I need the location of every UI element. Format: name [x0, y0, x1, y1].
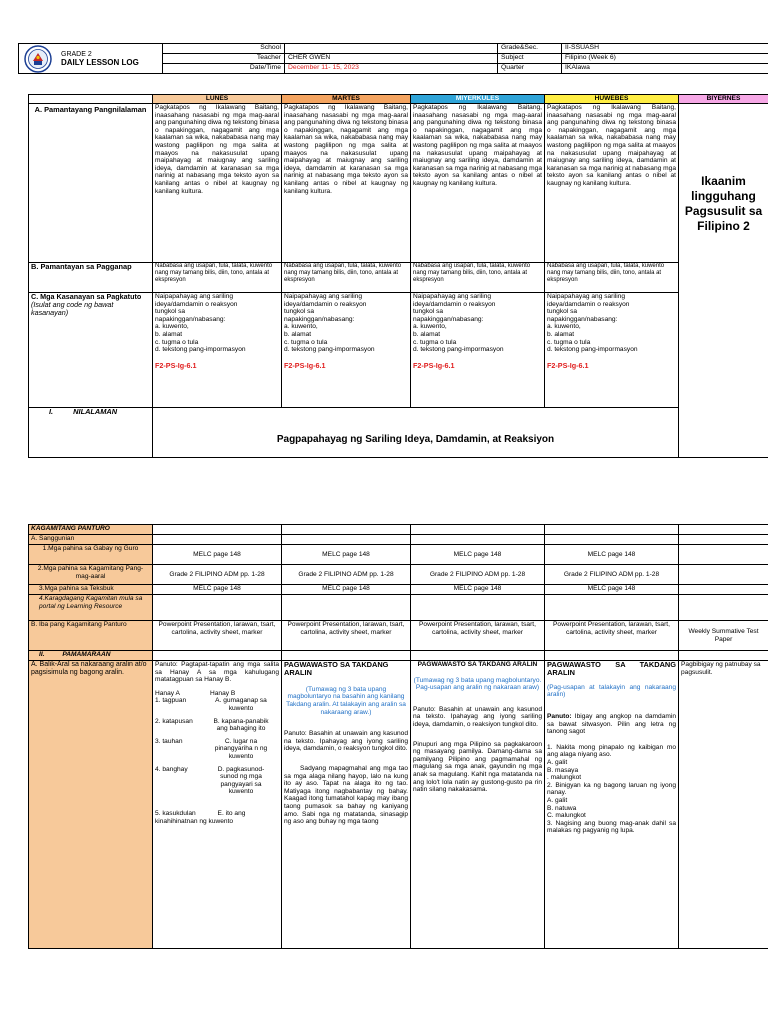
match-row: [155, 697, 279, 712]
kasanayan-line: a. kuwento,: [284, 323, 318, 331]
kasanayan-line: b. alamat: [413, 330, 441, 338]
date-label: Date/Time: [163, 64, 285, 74]
huwebes-pagganap-text: Nababasa ang usapan, tula, talata, kuwento nang may tamang bilis, diin, tono, antala at ekspresyon: [545, 263, 679, 293]
empty-cell: [153, 651, 282, 661]
empty-cell: [679, 595, 768, 621]
balik-aral-label: A. Balik-Aral sa nakaraang aralin at/o pagsisimula ng bagong aralin.: [29, 661, 153, 949]
miyerkules-pagganap-text: Nababasa ang usapan, tula, talata, kuwento nang may tamang bilis, diin, tono, antala at ekspresyon: [411, 263, 545, 293]
kasanayan-line: napakinggan/nabasang:: [547, 315, 618, 323]
huwebes-iba-pang-kagamitan: Powerpoint Presentation, larawan, tsart, cartolina, activity sheet, marker: [545, 621, 679, 651]
martes-iba-pang-kagamitan: Powerpoint Presentation, larawan, tsart, cartolina, activity sheet, marker: [282, 621, 411, 651]
miyerkules-story: Pinupuri ang mga Pilipino sa pagkakaroon ng masayang pamilya. Damang-dama sa pamilyang Pilipino ang pagmamahal ng magulang sa mga anak, gayundin ng mga anak sa magulang. Kahit nga matatanda na ang lolo't lola natin ay gustong-gusto pa rin natin silang nakakasama.: [413, 740, 542, 794]
kasanayan-line: Naipapahayag ang sariling: [413, 293, 492, 300]
grade-label: GRADE 2: [61, 50, 92, 58]
school-value: [285, 44, 498, 54]
day-martes: MARTES: [282, 95, 411, 104]
martes-pagwawasto-note: (Tumawag ng 3 bata upang magboluntaryo na basahin ang kanilang Takdang aralin. At talakayin ang aralin sa nakaraang araw.): [286, 685, 406, 716]
kagamitan-heading: KAGAMITANG PANTURO: [29, 525, 153, 535]
huwebes-item: B. masaya: [547, 766, 579, 774]
teksbuk-label: 3.Mga pahina sa Teksbuk: [29, 585, 153, 595]
school-label: School: [163, 44, 285, 54]
kasanayan-line: ideya/damdamin o reaksyon: [284, 300, 367, 308]
empty-cell: [411, 651, 545, 661]
lunes-pamantayang-text: Pagkatapos ng Ikalawang Baitang, inaasahang nasasabi ng mga mag-aaral ang pangunahing diwa ng tekstong binasa o napakinggan, nagagamit ang mga kaalaman sa wika, nakababasa nang may wastong paglilipon ng mga salita at maayos na nakasusulat upang maipahayag at maiugnay ang sariling ideya, damdamin at karanasan sa mga narinig at nabasang mga teksto ayon sa kanilang antas o nibel at kaugnay ng kanilang kultura.: [153, 104, 282, 263]
empty-cell: [153, 525, 282, 535]
subject-value: Filipino (Week 6): [562, 54, 768, 64]
match-a: 4. banghay: [155, 765, 188, 773]
gradesec-label: Grade&Sec.: [498, 44, 562, 54]
hanay-b-label: Hanay B: [210, 689, 236, 697]
empty-cell: [679, 535, 768, 545]
kasanayan-line: c. tugma o tula: [155, 338, 199, 346]
match-row: [155, 738, 279, 761]
empty-cell: [545, 535, 679, 545]
kasanayan-line: napakinggan/nabasang:: [155, 315, 226, 323]
huwebes-kagamitang-mag-aaral: Grade 2 FILIPINO ADM pp. 1-28: [545, 565, 679, 585]
empty-cell: [679, 651, 768, 661]
empty-cell: [282, 525, 411, 535]
miyerkules-pagwawasto-note: (Tumawag ng 3 bata upang magboluntaryo. Pag-usapan ang aralin ng nakaraan araw): [413, 676, 542, 692]
kasanayan-line: d. tekstong pang-impormasyon: [155, 346, 246, 354]
kasanayan-line: ideya/damdamin o reaksyon: [155, 300, 238, 308]
biyernes-iba-pang-kagamitan: Weekly Summative Test Paper: [679, 621, 768, 651]
day-biyernes: BIYERNES: [679, 95, 768, 104]
header-table: [18, 43, 768, 74]
kasanayan-line: Naipapahayag ang sariling: [284, 293, 363, 300]
miyerkules-pagwawasto-title: PAGWAWASTO SA TAKDANG ARALIN: [417, 661, 538, 668]
huwebes-item: B. natuwa: [547, 804, 577, 812]
kagamitang-mag-aaral-label: 2.Mga pahina sa Kagamitang Pang-mag-aaral: [29, 565, 153, 585]
huwebes-pagwawasto-title: PAGWAWASTO SA TAKDANG ARALIN: [547, 660, 676, 678]
miyerkules-kasanayan: [411, 293, 545, 408]
kasanayan-code: F2-PS-Ig-6.1: [547, 360, 589, 370]
huwebes-item: C. malungkot: [547, 812, 586, 820]
huwebes-teksbuk: MELC page 148: [545, 585, 679, 595]
martes-story: Sadyang mapagmahal ang mga tao sa mga alaga nilang hayop, lalo na kung ito ay aso. Tapat na alaga ito ng tao. Matiyaga itong nagbabantay ng bahay. Kaagad itong tumatahol kapag may ibang taong pumasok sa bahay ng kaniyang amo. Sabi nga ng matatanda, sinasagip ng aso ang buhay ng mga taong: [284, 764, 408, 826]
miyerkules-balik-aral: [411, 661, 545, 949]
match-b: B. kapana-panabik ang bahaging ito: [213, 717, 269, 733]
kasanayan-line: b. alamat: [155, 330, 183, 338]
kasanayan-label: C. Mga Kasanayan sa Pagkatuto: [31, 292, 142, 301]
miyerkules-iba-pang-kagamitan: Powerpoint Presentation, larawan, tsart, cartolina, activity sheet, marker: [411, 621, 545, 651]
kasanayan-line: a. kuwento,: [547, 323, 581, 331]
kasanayan-line: napakinggan/nabasang:: [284, 315, 355, 323]
huwebes-item: 3. Nagising ang buong mag-anak dahil sa malakas ng pagyanig ng lupa.: [547, 819, 676, 835]
kasanayan-line: tungkol sa: [547, 308, 578, 316]
lunes-iba-pang-kagamitan: Powerpoint Presentation, larawan, tsart, cartolina, activity sheet, marker: [153, 621, 282, 651]
pamamaraan-label: PAMAMARAAN: [62, 651, 111, 658]
biyernes-summative-test: Ikaanim lingguhang Pagsusulit sa Filipino 2: [679, 104, 768, 458]
empty-cell: [545, 595, 679, 621]
lunes-kasanayan: [153, 293, 282, 408]
kasanayan-line: b. alamat: [284, 330, 312, 338]
huwebes-item: 2. Binigyan ka ng bagong laruan ng iyong nanay.: [547, 781, 676, 797]
empty-cell: [282, 651, 411, 661]
nilalaman-num: I.: [49, 407, 54, 416]
lunes-teksbuk: MELC page 148: [153, 585, 282, 595]
lunes-kagamitang-mag-aaral: Grade 2 FILIPINO ADM pp. 1-28: [153, 565, 282, 585]
row-label-pamantayan-pagganap: B. Pamantayan sa Pagganap: [29, 263, 153, 293]
subject-label: Subject: [498, 54, 562, 64]
miyerkules-teksbuk: MELC page 148: [411, 585, 545, 595]
kasanayan-line: ideya/damdamin o reaksyon: [547, 300, 630, 308]
hanay-a-label: Hanay A: [155, 689, 180, 697]
gradesec-value: II-SSUASH: [562, 44, 768, 54]
martes-teksbuk: MELC page 148: [282, 585, 411, 595]
kasanayan-line: a. kuwento,: [413, 323, 447, 331]
martes-pagwawasto-title: PAGWAWASTO SA TAKDANG ARALIN: [284, 660, 389, 678]
martes-kagamitang-mag-aaral: Grade 2 FILIPINO ADM pp. 1-28: [282, 565, 411, 585]
miyerkules-kagamitang-mag-aaral: Grade 2 FILIPINO ADM pp. 1-28: [411, 565, 545, 585]
huwebes-item: . malungkot: [547, 774, 582, 782]
huwebes-gabay-guro: MELC page 148: [545, 545, 679, 565]
sanggunian-label: A. Sanggunian: [29, 535, 153, 545]
quarter-label: Quarter: [498, 64, 562, 74]
day-lunes: LUNES: [153, 95, 282, 104]
gabay-guro-label: 1.Mga pahina sa Gabay ng Guro: [29, 545, 153, 565]
huwebes-kasanayan: [545, 293, 679, 408]
kasanayan-line: c. tugma o tula: [413, 338, 457, 346]
huwebes-item: A. galit: [547, 796, 568, 804]
kasanayan-code: F2-PS-Ig-6.1: [155, 360, 197, 370]
nilalaman-topic: Pagpapahayag ng Sariling Ideya, Damdamin, at Reaksiyon: [153, 408, 679, 458]
pamamaraan-num: II.: [39, 651, 45, 658]
match-b: E. ito ang kinahihinatnan ng kuwento: [155, 809, 246, 825]
empty-cell: [679, 525, 768, 535]
empty-cell: [153, 535, 282, 545]
huwebes-pagwawasto-note: (Pag-usapan at talakayin ang nakaraang aralin): [547, 683, 676, 699]
match-a: 5. kasukdulan: [155, 809, 196, 817]
empty-cell: [282, 535, 411, 545]
kasanayan-line: Naipapahayag ang sariling: [155, 293, 234, 300]
row-label-pamantayang-pangnilalaman: A. Pamantayang Pangnilalaman: [29, 104, 153, 263]
nilalaman-label: NILALAMAN: [73, 407, 118, 416]
martes-gabay-guro: MELC page 148: [282, 545, 411, 565]
match-a: 1. tagpuan: [155, 697, 187, 705]
martes-panuto: Panuto: Basahin at unawain ang kasunod na teksto. Ipahayag ang iyong sariling ideya, damdamin, o reaksyon tungkol dito.: [284, 730, 408, 753]
kasanayan-line: tungkol sa: [155, 308, 186, 316]
miyerkules-pamantayang-text: Pagkatapos ng Ikalawang Baitang, inaasahang nasasabi ng mga mag-aaral ang pangunahing diwa ng tekstong binasa o napakinggan, nagagamit ang mga kaalaman sa wika, nakababasa nang may wastong paglilipon ng mga salita at maayos na nakasusulat upang maipahayag at maiugnay ang sariling ideya, damdamin at karanasan sa mga narinig at nabasang mga teksto ayon sa kanilang antas o nibel at kaugnay ng kanilang kultura.: [411, 104, 545, 263]
match-b: A. gumaganap sa kuwento: [215, 697, 267, 712]
kasanayan-line: b. alamat: [547, 330, 575, 338]
learning-resource-label: 4.Karagdagang Kagamitan mula sa portal ng Learning Resource: [29, 595, 153, 621]
empty-cell: [545, 651, 679, 661]
row-label-kasanayan: [29, 293, 153, 408]
match-row: [155, 810, 279, 825]
empty-cell: [411, 595, 545, 621]
empty-cell: [679, 565, 768, 585]
huwebes-pamantayang-text: Pagkatapos ng Ikalawang Baitang, inaasahang nasasabi ng mga mag-aaral ang pangunahing diwa ng tekstong binasa o napakinggan, nagagamit ang mga kaalaman sa wika, nakababasa nang may wastong paglilipon ng mga salita at maayos na nakasusulat upang maipahayag at maiugnay ang sariling ideya, damdamin at karanasan sa mga narinig at nabasang mga teksto ayon sa kanilang antas o nibel at kaugnay ng kanilang kultura.: [545, 104, 679, 263]
empty-cell: [411, 535, 545, 545]
match-a: 2. katapusan: [155, 717, 193, 725]
kasanayan-line: napakinggan/nabasang:: [413, 315, 484, 323]
day-miyerkules: MIYERKULES: [411, 95, 545, 104]
lunes-balik-aral: [153, 661, 282, 949]
kasanayan-line: d. tekstong pang-impormasyon: [413, 346, 504, 354]
kasanayan-note: (Isulat ang code ng bawat kasanayan): [31, 300, 114, 318]
row-label-nilalaman: [29, 408, 153, 458]
kasanayan-line: tungkol sa: [284, 308, 315, 316]
date-value: December 11- 15, 2023: [285, 64, 498, 74]
martes-kasanayan: [282, 293, 411, 408]
corner-cell: [29, 95, 153, 104]
pamamaraan-heading: [29, 651, 153, 661]
kasanayan-line: Naipapahayag ang sariling: [547, 293, 626, 300]
kasanayan-line: d. tekstong pang-impormasyon: [284, 346, 375, 354]
biyernes-balik-aral: Pagbibigay ng patnubay sa pagsusulit.: [679, 661, 768, 949]
martes-balik-aral: [282, 661, 411, 949]
day-huwebes: HUWEBES: [545, 95, 679, 104]
match-row: [155, 718, 279, 733]
teacher-value: CHER GWEN: [285, 54, 498, 64]
kasanayan-line: c. tugma o tula: [284, 338, 328, 346]
lunes-panuto: Panuto: Pagtapat-tapatin ang mga salita sa Hanay A sa mga kahulugang matatagpuan sa Hanay B.: [155, 661, 279, 684]
kasanayan-code: F2-PS-Ig-6.1: [284, 360, 326, 370]
lesson-table-part2: [28, 524, 768, 949]
empty-cell: [545, 525, 679, 535]
kasanayan-line: d. tekstong pang-impormasyon: [547, 346, 638, 354]
lesson-table-part1: [28, 94, 768, 458]
match-b: D. pagkasunod-sunod ng mga pangyayari sa kuwento: [217, 765, 265, 796]
kasanayan-line: a. kuwento,: [155, 323, 189, 331]
kasanayan-line: c. tugma o tula: [547, 338, 591, 346]
doc-title: DAILY LESSON LOG: [61, 57, 139, 67]
huwebes-panuto: Ibigay ang angkop na damdamin sa bawat sitwasyon. Pilin ang letra ng tanong sagot: [547, 713, 676, 736]
kasanayan-line: tungkol sa: [413, 308, 444, 316]
miyerkules-panuto: Panuto: Basahin at unawain ang kasunod na teksto. Ipahayag ang iyong sariling ideya, damdamin, o reaksiyon tungkol dito.: [413, 705, 542, 728]
huwebes-balik-aral: [545, 661, 679, 949]
huwebes-panuto-label: Panuto:: [547, 713, 572, 720]
huwebes-item: 1. Nakita mong pinapalo ng kaibigan mo ang alaga niyang aso.: [547, 743, 676, 759]
empty-cell: [282, 595, 411, 621]
match-b: C. lugar na pinangyariha n ng kuwento: [214, 737, 268, 760]
match-row: [155, 766, 279, 796]
quarter-value: IKAlawa: [562, 64, 768, 74]
hanay-headers: [155, 690, 279, 698]
empty-cell: [679, 545, 768, 565]
huwebes-item: A. galit: [547, 758, 568, 766]
lunes-pagganap-text: Nababasa ang usapan, tula, talata, kuwento nang may tamang bilis, diin, tono, antala at ekspresyon: [153, 263, 282, 293]
match-a: 3. tauhan: [155, 737, 183, 745]
empty-cell: [411, 525, 545, 535]
empty-cell: [153, 595, 282, 621]
iba-pang-kagamitan-label: B. Iba pang Kagamitang Panturo: [29, 621, 153, 651]
kasanayan-line: ideya/damdamin o reaksyon: [413, 300, 496, 308]
miyerkules-gabay-guro: MELC page 148: [411, 545, 545, 565]
martes-pamantayang-text: Pagkatapos ng Ikalawang Baitang, inaasahang nasasabi ng mga mag-aaral ang pangunahing diwa ng tekstong binasa o napakinggan, nagagamit ang mga kaalaman sa wika, nakababasa nang may wastong paglilipon ng mga salita at maayos na nakasusulat upang maipahayag at maiugnay ang sariling ideya, damdamin at karanasan sa mga narinig at nabasang mga teksto ayon sa kanilang antas o nibel at kaugnay ng kanilang kultura.: [282, 104, 411, 263]
lunes-gabay-guro: MELC page 148: [153, 545, 282, 565]
empty-cell: [679, 585, 768, 595]
kasanayan-code: F2-PS-Ig-6.1: [413, 360, 455, 370]
martes-pagganap-text: Nababasa ang usapan, tula, talata, kuwento nang may tamang bilis, diin, tono, antala at ekspresyon: [282, 263, 411, 293]
teacher-label: Teacher: [163, 54, 285, 64]
